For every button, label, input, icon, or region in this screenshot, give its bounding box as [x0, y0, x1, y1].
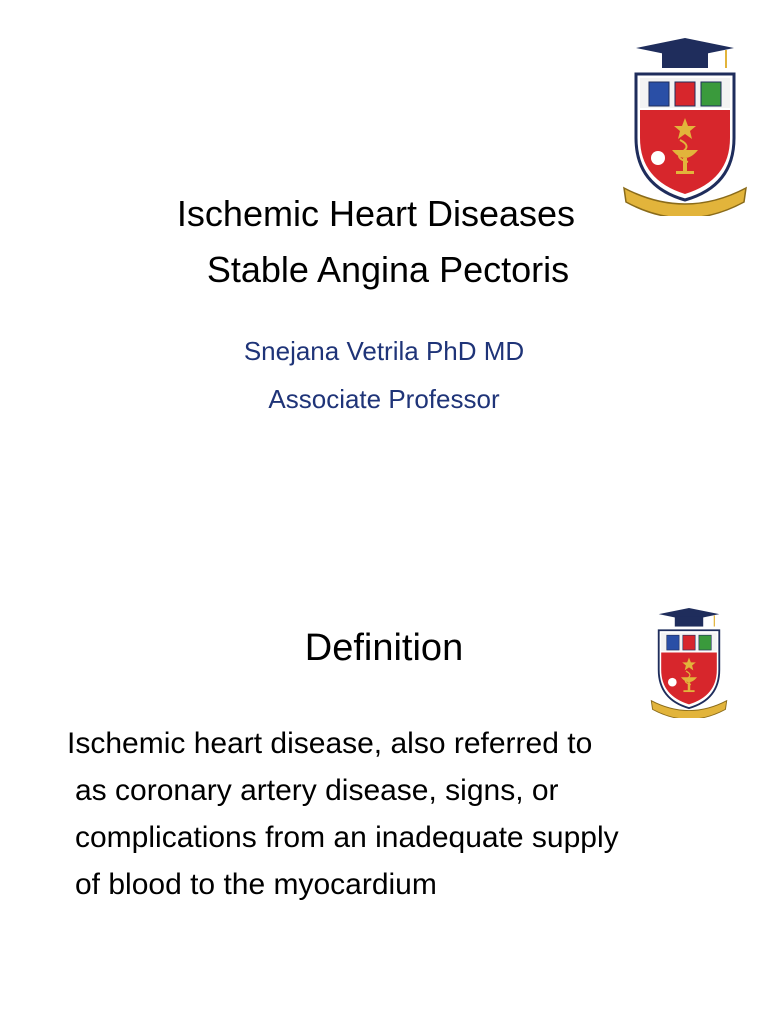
university-crest-icon [622, 38, 748, 216]
author-name: Snejana Vetrila PhD MD [243, 336, 525, 366]
presentation-title-line-1: Ischemic Heart Diseases [176, 193, 576, 234]
definition-line: of blood to the myocardium [75, 868, 437, 901]
definition-text [67, 720, 755, 908]
author-position: Associate Professor [268, 384, 500, 414]
definition-slide [0, 512, 768, 1024]
definition-heading: Definition [304, 627, 464, 669]
definition-line: as coronary artery disease, signs, or [75, 774, 559, 807]
definition-line: Ischemic heart disease, also referred to [67, 727, 593, 760]
definition-line: complications from an inadequate supply [75, 821, 619, 854]
presentation-title-line-2: Stable Angina Pectoris [206, 249, 570, 290]
